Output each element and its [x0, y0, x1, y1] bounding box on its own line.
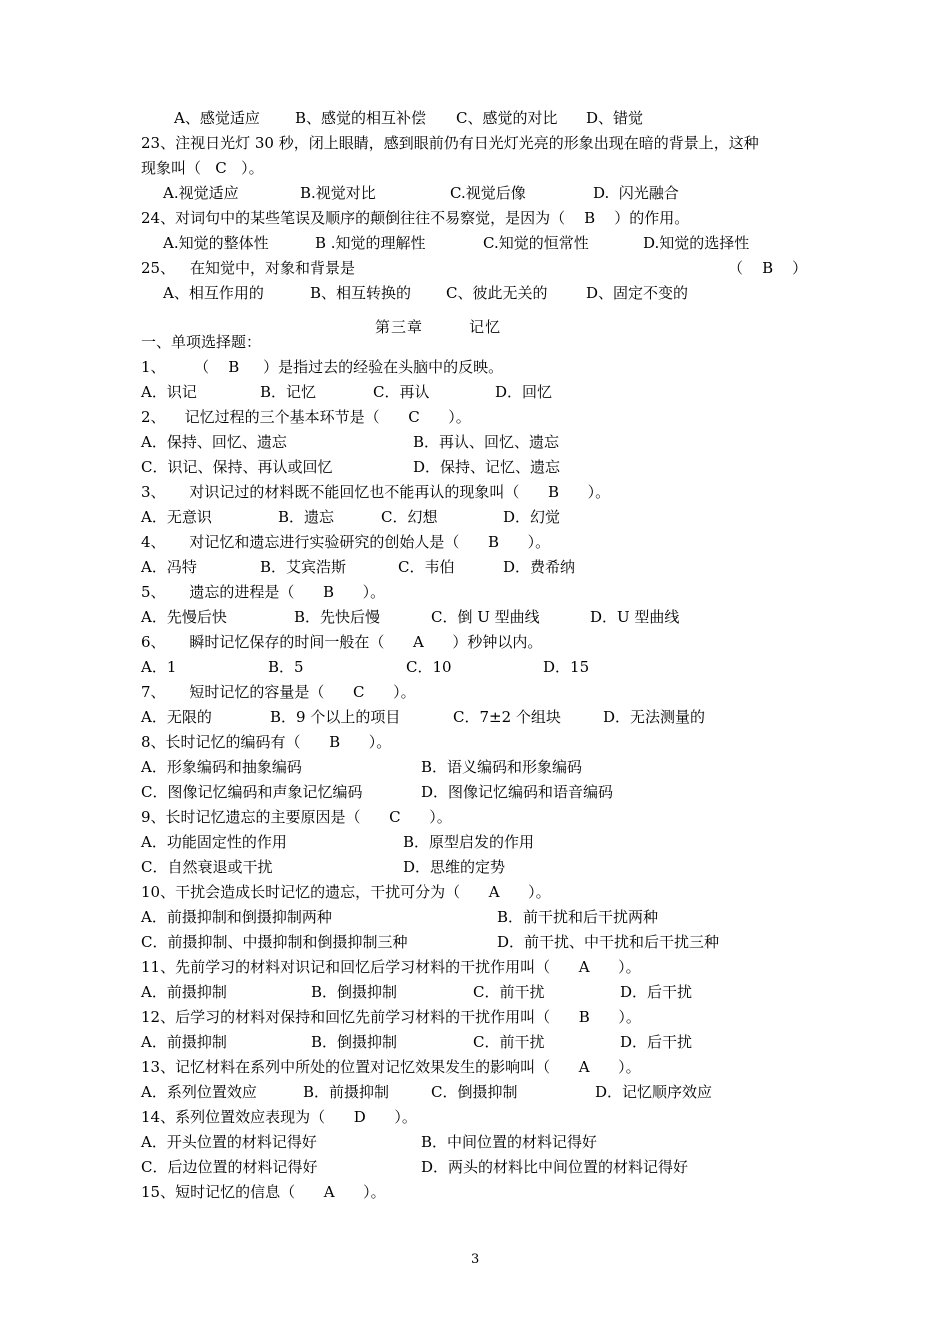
option-text: D、错觉 [586, 109, 644, 127]
option-text: A、感觉适应 [174, 109, 260, 127]
option-text: C．幻想 [381, 508, 438, 526]
option-text: 在知觉中，对象和背景是 [190, 259, 356, 277]
option-text: B．前摄抑制 [303, 1083, 390, 1101]
option-text: 25、 [141, 259, 176, 277]
option-text: A、相互作用的 [163, 284, 264, 302]
option-text: C.视觉后像 [450, 184, 526, 202]
option-text: D．思维的定势 [403, 858, 506, 876]
question-text: 4、 对记忆和遗忘进行实验研究的创始人是（ B ）。 [141, 533, 551, 551]
option-text: B．中间位置的材料记得好 [421, 1133, 598, 1151]
option-text: B、感觉的相互补偿 [295, 109, 427, 127]
option-text: A．无限的 [141, 708, 212, 726]
question-text: 24、对词句中的某些笔误及顺序的颠倒往往不易察觉，是因为（ B ）的作用。 [141, 209, 690, 227]
option-text: A.视觉适应 [163, 184, 239, 202]
option-text: B．倒摄抑制 [311, 1033, 398, 1051]
option-text: D、固定不变的 [586, 284, 689, 302]
option-text: D．费希纳 [503, 558, 576, 576]
question-text: 5、 遗忘的进程是（ B ）。 [141, 583, 386, 601]
option-text: D．U 型曲线 [590, 608, 680, 626]
option-text: D．后干扰 [620, 1033, 693, 1051]
option-text: C．前摄抑制、中摄抑制和倒摄抑制三种 [141, 933, 408, 951]
option-text: C．倒 U 型曲线 [431, 608, 540, 626]
option-text: D．记忆顺序效应 [595, 1083, 713, 1101]
question-text: 14、系列位置效应表现为（ D ）。 [141, 1108, 417, 1126]
option-text: C．7±2 个组块 [453, 708, 561, 726]
option-text: B.视觉对比 [300, 184, 376, 202]
question-text: 9、长时记忆遗忘的主要原因是（ C ）。 [141, 808, 452, 826]
question-text: 10、干扰会造成长时记忆的遗忘，干扰可分为（ A ）。 [141, 883, 551, 901]
option-text: B .知觉的理解性 [315, 234, 426, 252]
option-text: B．倒摄抑制 [311, 983, 398, 1001]
question-text: 3、 对识记过的材料既不能回忆也不能再认的现象叫（ B ）。 [141, 483, 611, 501]
option-text: D．后干扰 [620, 983, 693, 1001]
question-text: 现象叫（ C ）。 [141, 159, 264, 177]
option-text: D.知觉的选择性 [643, 234, 750, 252]
option-text: C.知觉的恒常性 [483, 234, 589, 252]
option-text: D．回忆 [495, 383, 553, 401]
question-text: 11、先前学习的材料对识记和回忆后学习材料的干扰作用叫（ A ）。 [141, 958, 641, 976]
option-text: A．开头位置的材料记得好 [141, 1133, 317, 1151]
question-text: 6、 瞬时记忆保存的时间一般在（ A ）秒钟以内。 [141, 633, 543, 651]
option-text: B、相互转换的 [310, 284, 412, 302]
option-text: D. 闪光融合 [593, 184, 679, 202]
page-number: 3 [471, 1252, 480, 1267]
option-text: D．图像记忆编码和语音编码 [421, 783, 614, 801]
question-text: 12、后学习的材料对保持和回忆先前学习材料的干扰作用叫（ B ）。 [141, 1008, 641, 1026]
question-text: 一、单项选择题： [141, 333, 262, 351]
option-text: D．幻觉 [503, 508, 561, 526]
option-text: C．图像记忆编码和声象记忆编码 [141, 783, 363, 801]
question-text: 1、 （ B ）是指过去的经验在头脑中的反映。 [141, 358, 504, 376]
option-text: B．记忆 [260, 383, 317, 401]
question-text: 23、注视日光灯 30 秒，闭上眼睛，感到眼前仍有日光灯光亮的形象出现在暗的背景上，这种 [141, 134, 759, 152]
option-text: C．前干扰 [473, 1033, 545, 1051]
option-text: B．5 [268, 658, 304, 676]
option-text: A.知觉的整体性 [163, 234, 269, 252]
option-text: C、感觉的对比 [456, 109, 558, 127]
option-text: D．15 [543, 658, 590, 676]
option-text: B．9 个以上的项目 [270, 708, 401, 726]
question-text: 2、 记忆过程的三个基本环节是（ C ）。 [141, 408, 471, 426]
option-text: C．后边位置的材料记得好 [141, 1158, 318, 1176]
option-text: C．10 [406, 658, 452, 676]
option-text: D．两头的材料比中间位置的材料记得好 [421, 1158, 689, 1176]
question-text: 7、 短时记忆的容量是（ C ）。 [141, 683, 416, 701]
option-text: （ B ） [728, 259, 808, 277]
option-text: A．功能固定性的作用 [141, 833, 287, 851]
option-text: B．先快后慢 [294, 608, 381, 626]
option-text: C．前干扰 [473, 983, 545, 1001]
option-text: D．保持、记忆、遗忘 [413, 458, 561, 476]
option-text: A．保持、回忆、遗忘 [141, 433, 287, 451]
option-text: A．识记 [141, 383, 197, 401]
option-text: C．倒摄抑制 [431, 1083, 518, 1101]
option-text: A．先慢后快 [141, 608, 227, 626]
option-text: B．原型启发的作用 [403, 833, 535, 851]
option-text: A．系列位置效应 [141, 1083, 257, 1101]
question-text: 8、长时记忆的编码有（ B ）。 [141, 733, 392, 751]
option-text: C．识记、保持、再认或回忆 [141, 458, 333, 476]
option-text: D．无法测量的 [603, 708, 706, 726]
option-text: C．自然衰退或干扰 [141, 858, 273, 876]
option-text: B．艾宾浩斯 [260, 558, 347, 576]
option-text: C．再认 [373, 383, 430, 401]
option-text: B．语义编码和形象编码 [421, 758, 583, 776]
question-text: 13、记忆材料在系列中所处的位置对记忆效果发生的影响叫（ A ）。 [141, 1058, 641, 1076]
chapter-title: 第三章 记忆 [375, 318, 502, 336]
option-text: B．遗忘 [278, 508, 335, 526]
option-text: C．韦伯 [398, 558, 455, 576]
option-text: A．无意识 [141, 508, 212, 526]
option-text: D．前干扰、中干扰和后干扰三种 [497, 933, 720, 951]
option-text: B．再认、回忆、遗忘 [413, 433, 560, 451]
option-text: A．前摄抑制 [141, 983, 227, 1001]
option-text: B．前干扰和后干扰两种 [497, 908, 659, 926]
question-text: 15、短时记忆的信息（ A ）。 [141, 1183, 386, 1201]
option-text: A．冯特 [141, 558, 197, 576]
option-text: A．1 [141, 658, 177, 676]
option-text: A．形象编码和抽象编码 [141, 758, 302, 776]
option-text: A．前摄抑制 [141, 1033, 227, 1051]
option-text: A．前摄抑制和倒摄抑制两种 [141, 908, 332, 926]
option-text: C、彼此无关的 [446, 284, 548, 302]
